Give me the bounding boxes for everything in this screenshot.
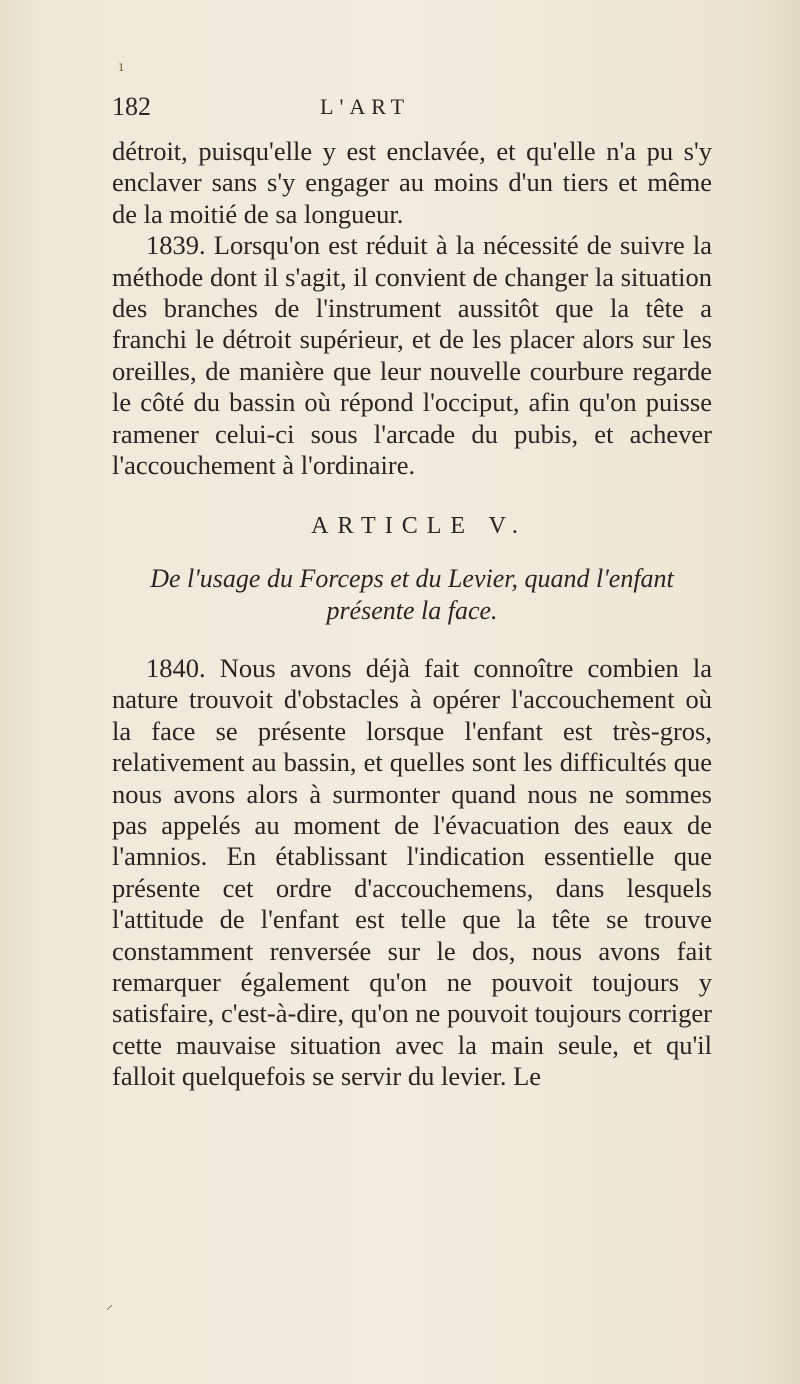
page-number: 182 [112,92,151,121]
running-head: L'ART [320,94,411,119]
page-body [112,136,712,1093]
article-title: De l'usage du Forceps et du Levier, quand l'enfant présente la face. [150,563,674,625]
paragraph-1839: 1839. Lorsqu'on est réduit à la nécessité de suivre la méthode dont il s'agit, il convient de changer la situation des branches de l'instrument aussitôt que la tête a franchi le détroit supérieur, et de les placer alors sur les oreilles, de manière que leur nouvelle courbure regarde le côté du bassin où répond l'occiput, afin qu'on puisse ramener celui-ci sous l'arcade du pubis, et achever l'accouchement à l'ordinaire. [112,230,712,481]
sheet-mark: ı [119,59,124,75]
article-heading: ARTICLE V. [311,513,527,540]
bottom-mark: ⸝ [106,1297,113,1313]
paragraph-1840: 1840. Nous avons déjà fait connoître combien la nature trouvoit d'obstacles à opérer l'accouchement où la face se présente lorsque l'enfant est très-gros, relativement au bassin, et quelles sont les difficultés que nous avons alors à surmonter quand nous ne sommes pas appelés au moment de l'évacuation des eaux de l'amnios. En établissant l'indication essentielle que présente cet ordre d'accouchemens, dans lesquels l'attitude de l'enfant est telle que la tête se trouve constamment renversée sur le dos, nous avons fait remarquer également qu'on ne pouvoit toujours y satisfaire, c'est-à-dire, qu'on ne pouvoit toujours corriger cette mauvaise situation avec la main seule, et qu'il falloit quelquefois se servir du levier. Le [112,652,712,1092]
paragraph-continuation: détroit, puisqu'elle y est enclavée, et qu'elle n'a pu s'y enclaver sans s'y engager au moins d'un tiers et même de la moitié de sa longueur. [112,136,712,229]
page-header [112,92,712,126]
